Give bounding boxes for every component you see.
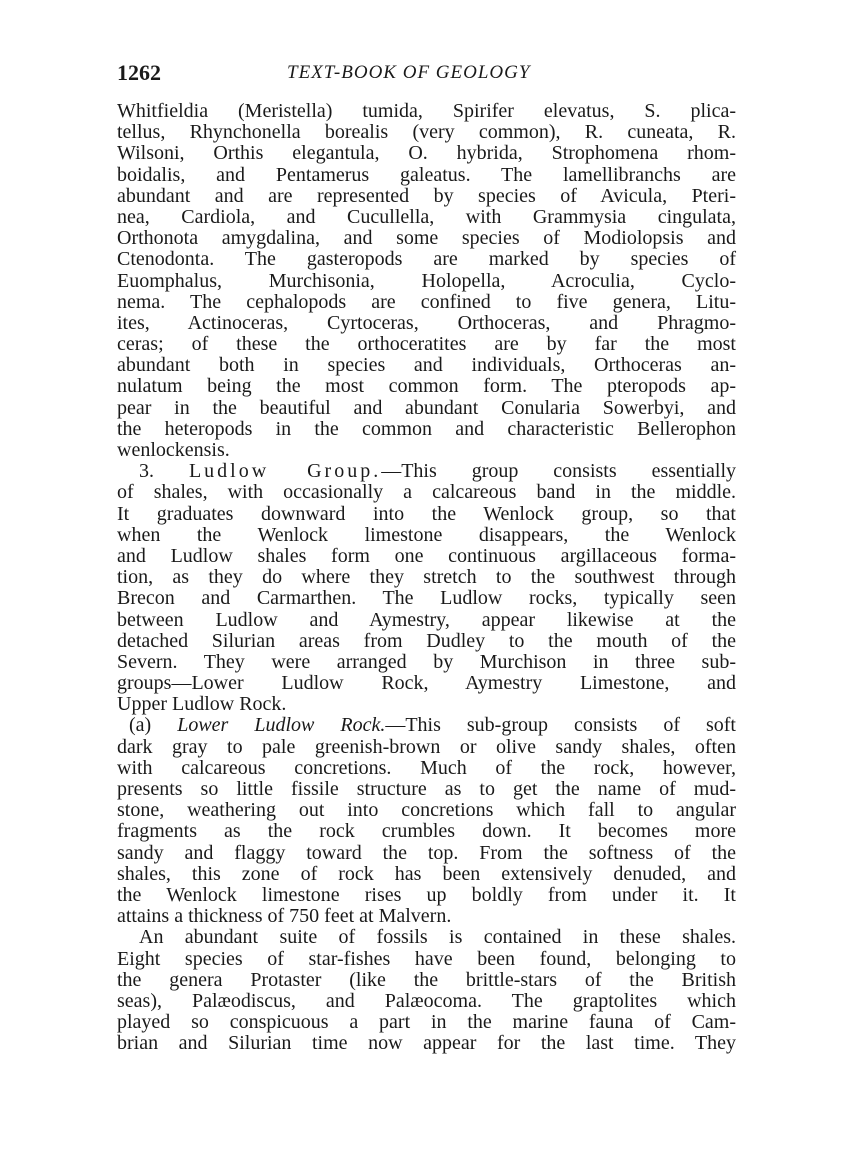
text-line: the heteropods in the common and characteristic Bellerophon: [117, 417, 736, 440]
text-line: tellus, Rhynchonella borealis (very common), R. cuneata, R.: [117, 121, 736, 144]
text-line: brian and Silurian time now appear for the last time. They: [117, 1032, 736, 1055]
text-line: Whitfieldia (Meristella) tumida, Spirifer elevatus, S. plica-: [117, 100, 736, 122]
text-line: Severn. They were arranged by Murchison in three sub-: [117, 650, 736, 673]
text-line: fragments as the rock crumbles down. It becomes more: [117, 820, 736, 843]
text-line: played so conspicuous a part in the marine fauna of Cam-: [117, 1011, 736, 1034]
text-line: boidalis, and Pentamerus galeatus. The lamellibranchs are: [117, 163, 736, 186]
text-line: with calcareous concretions. Much of the rock, however,: [117, 756, 736, 779]
text-line: pear in the beautiful and abundant Conularia Sowerbyi, and: [117, 396, 736, 419]
text-line: Eight species of star-fishes have been found, belonging to: [117, 947, 736, 970]
text-line: nulatum being the most common form. The pteropods ap-: [117, 375, 736, 398]
text-line: abundant both in species and individuals, Orthoceras an-: [117, 354, 736, 377]
text-line: Euomphalus, Murchisonia, Holopella, Acroculia, Cyclo-: [117, 269, 736, 292]
text-line: Wilsoni, Orthis elegantula, O. hybrida, Strophomena rhom-: [117, 142, 736, 165]
text-line: ceras; of these the orthoceratites are by far the most: [117, 333, 736, 356]
text-line: Ctenodonta. The gasteropods are marked by species of: [117, 248, 736, 271]
text-line: nema. The cephalopods are confined to five genera, Litu-: [117, 290, 736, 313]
text-line: wenlockensis.: [117, 439, 230, 461]
section-lead-text: —This group consists essentially: [381, 460, 736, 483]
text-line: It graduates downward into the Wenlock group, so that: [117, 502, 736, 525]
text-line: nea, Cardiola, and Cucullella, with Grammysia cingulata,: [117, 205, 736, 228]
text-line: shales, this zone of rock has been extensively denuded, and: [117, 862, 736, 885]
text-line: abundant and are represented by species of Avicula, Pteri-: [117, 184, 736, 207]
page-number: 1262: [117, 60, 161, 85]
text-line: Orthonota amygdalina, and some species of Modiolopsis and: [117, 227, 736, 250]
section-number: 3.: [139, 460, 154, 483]
text-line: detached Silurian areas from Dudley to the mouth of the: [117, 629, 736, 652]
text-line: tion, as they do where they stretch to the southwest through: [117, 566, 736, 589]
subsection-title: Lower Ludlow Rock.: [177, 714, 386, 737]
text-line: when the Wenlock limestone disappears, the Wenlock: [117, 523, 736, 546]
section-heading-ludlow-group: [117, 461, 736, 482]
text-line: the genera Protaster (like the brittle-stars of the British: [117, 968, 736, 991]
text-line: stone, weathering out into concretions which fall to angular: [117, 799, 736, 822]
subsection-marker: (a): [129, 714, 178, 737]
body-text: [117, 101, 736, 1054]
section-title: Ludlow Group.: [188, 460, 382, 483]
subsection-lead-text: —This sub-group consists of soft: [385, 714, 736, 737]
text-line: sandy and flaggy toward the top. From the softness of the: [117, 841, 736, 864]
text-line: Upper Ludlow Rock.: [117, 693, 287, 716]
text-line: dark gray to pale greenish-brown or olive sandy shales, often: [117, 735, 736, 758]
text-line: and Ludlow shales form one continuous argillaceous forma-: [117, 544, 736, 567]
text-line: seas), Palæodiscus, and Palæocoma. The graptolites which: [117, 989, 736, 1012]
running-title: TEXT-BOOK OF GEOLOGY: [287, 62, 531, 83]
text-line: ites, Actinoceras, Cyrtoceras, Orthoceras, and Phragmo-: [117, 311, 736, 334]
text-line: between Ludlow and Aymestry, appear likewise at the: [117, 608, 736, 631]
text-line: attains a thickness of 750 feet at Malvern.: [117, 905, 452, 928]
text-line: of shales, with occasionally a calcareous band in the middle.: [117, 481, 736, 504]
text-line: An abundant suite of fossils is contained in these shales.: [139, 926, 736, 949]
text-line: the Wenlock limestone rises up boldly from under it. It: [117, 883, 736, 906]
text-line: Brecon and Carmarthen. The Ludlow rocks, typically seen: [117, 587, 736, 610]
text-line: groups—Lower Ludlow Rock, Aymestry Limestone, and: [117, 672, 736, 695]
text-line: presents so little fissile structure as to get the name of mud-: [117, 778, 736, 800]
page-header: [117, 60, 737, 90]
subsection-heading-lower-ludlow: [117, 715, 736, 736]
